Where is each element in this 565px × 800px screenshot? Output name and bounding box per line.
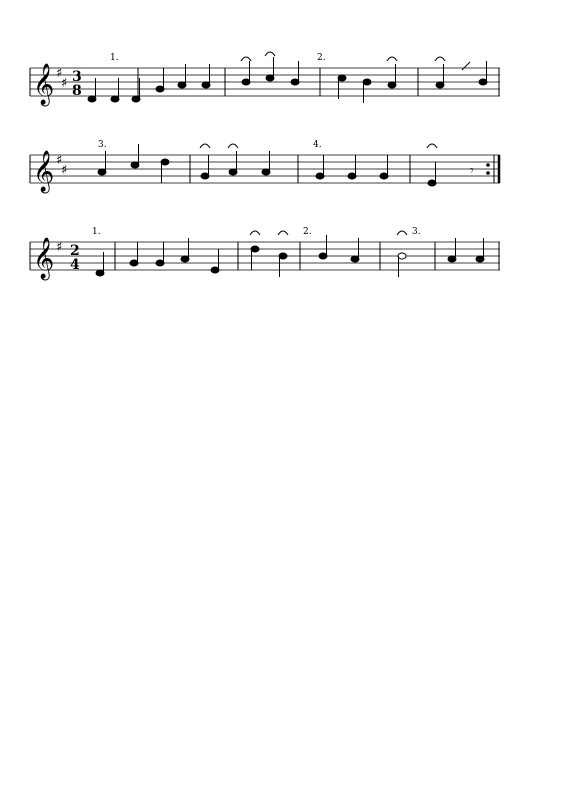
song2-verse2-lyrics xyxy=(30,301,500,317)
treble-clef-icon: 𝄞 xyxy=(33,238,55,279)
sharp-icon: ♯ xyxy=(56,153,63,168)
volta-3-label: 3. xyxy=(412,227,421,237)
time-sig-top: 2 xyxy=(70,243,80,259)
volta-3-label: 3. xyxy=(98,140,107,150)
song1-line1-lyrics xyxy=(30,112,500,128)
song1-system2-staff xyxy=(30,140,500,195)
fermata-icon xyxy=(241,52,445,61)
sharp-icon: ♯ xyxy=(61,76,68,91)
sharp-icon: ♯ xyxy=(56,66,63,81)
song2-staff xyxy=(30,227,500,282)
rest-icon: 𝄾 xyxy=(470,163,474,179)
volta-2-label: 2. xyxy=(303,227,312,237)
sharp-icon: ♯ xyxy=(56,240,63,255)
fermata-icon xyxy=(250,231,407,235)
volta-1-label: 1. xyxy=(110,53,119,63)
time-sig-top: 3 xyxy=(72,69,82,85)
treble-clef-icon: 𝄞 xyxy=(33,64,55,105)
time-sig-bottom: 8 xyxy=(72,83,82,99)
time-sig-bottom: 4 xyxy=(70,257,80,273)
volta-4-label: 4. xyxy=(313,140,322,150)
page-copy-bottom xyxy=(0,400,565,800)
sharp-icon: ♯ xyxy=(61,163,68,178)
staff-lines xyxy=(30,68,500,96)
song2-verse1-lyrics xyxy=(30,286,500,302)
volta-2-label: 2. xyxy=(317,53,326,63)
song2-verse3-lyrics xyxy=(30,316,500,332)
song1-line2-lyrics xyxy=(30,198,500,214)
song1-system1-staff xyxy=(30,53,500,108)
volta-1-label: 1. xyxy=(92,227,101,237)
treble-clef-icon: 𝄞 xyxy=(33,151,55,192)
